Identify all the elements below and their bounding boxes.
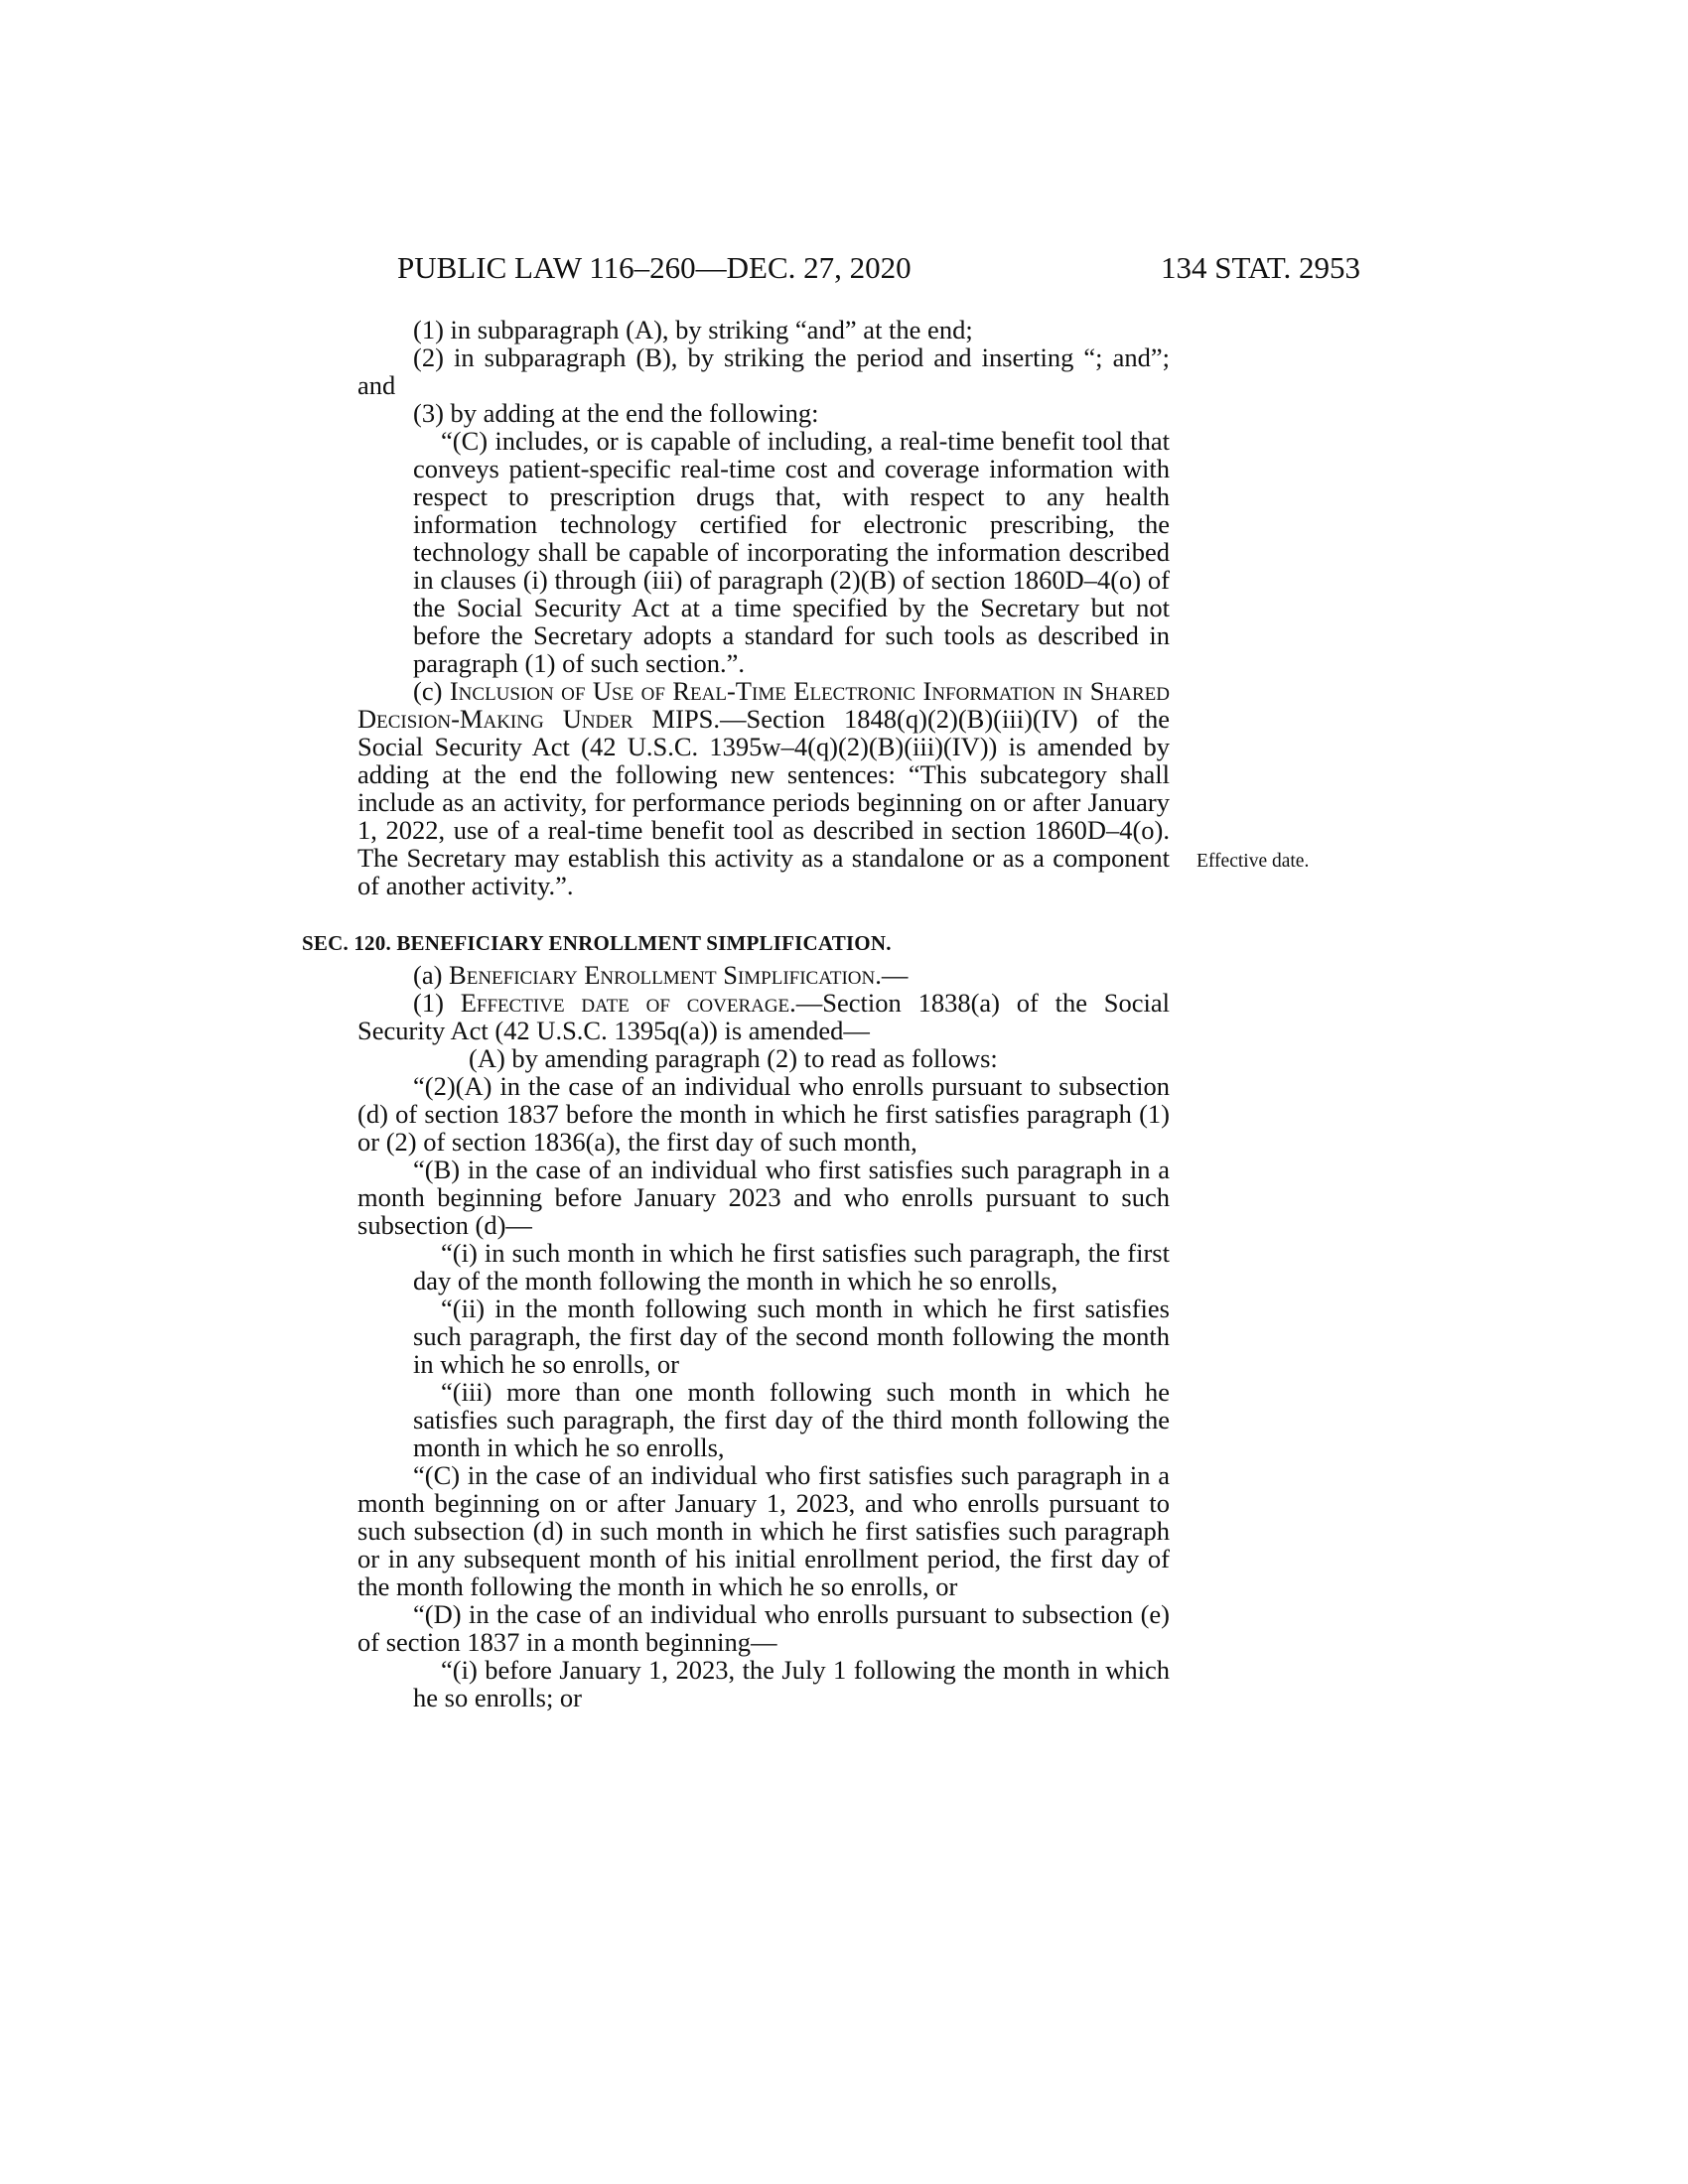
subsection-c-heading: Inclusion of Use of Real-Time Electronic Information in Shared Decision-Making Under MIPS. xyxy=(357,676,1170,734)
subsection-c-prefix: (c) xyxy=(413,676,450,706)
subsection-a xyxy=(357,961,1170,989)
subsection-a-dash: — xyxy=(881,960,909,990)
subparagraph-A: (A) by amending paragraph (2) to read as follows: xyxy=(469,1043,998,1073)
paragraph-a1-prefix: (1) xyxy=(413,988,461,1018)
quoted-C: “(C) in the case of an individual who first satisfies such paragraph in a month beginning on or after January 1, 2023, and who enrolls pursuant to such subsection (d) in such month in which he first satisfies such paragraph or in any subsequent month of his initial enrollment period, the first day of the month following the month in which he so enrolls, or xyxy=(357,1460,1170,1601)
quoted-B: “(B) in the case of an individual who first satisfies such paragraph in a month beginning before January 2023 and who enrolls pursuant to such subsection (d)— xyxy=(357,1155,1170,1240)
paragraph-3: (3) by adding at the end the following: xyxy=(413,398,819,428)
subsection-c-text: —Section 1848(q)(2)(B)(iii)(IV) of the Social Security Act (42 U.S.C. 1395w–4(q)(2)(B)(iii)(IV)) is amended by adding at the end the following new sentences: “This subcategory shall include as an activity, for performance periods beginning on or after January 1, 2022, use of a real-time benefit tool as described in section 1860D–4(o). The Secretary may establish this activity as a standalone or as a component of another activity.”. xyxy=(357,704,1170,900)
quoted-D: “(D) in the case of an individual who enrolls pursuant to subsection (e) of section 1837 in a month beginning— xyxy=(357,1599,1170,1657)
margin-note: Effective date. xyxy=(1196,851,1310,872)
paragraph-a1-heading: Effective date of coverage. xyxy=(460,988,796,1018)
paragraph-1: (1) in subparagraph (A), by striking “and” at the end; xyxy=(413,315,973,344)
paragraph-a1 xyxy=(357,989,1170,1044)
subsection-a-prefix: (a) xyxy=(413,960,450,990)
section-heading: SEC. 120. BENEFICIARY ENROLLMENT SIMPLIFICATION. xyxy=(302,931,892,955)
page-header xyxy=(357,250,1360,290)
quoted-B-iii: “(iii) more than one month following such month in which he satisfies such paragraph, the first day of the third month following the month in which he so enrolls, xyxy=(413,1377,1170,1462)
subsection-c xyxy=(357,677,1170,899)
header-citation: PUBLIC LAW 116–260—DEC. 27, 2020 xyxy=(397,250,912,285)
quoted-B-ii: “(ii) in the month following such month in which he first satisfies such paragraph, the first day of the second month following the month in which he so enrolls, or xyxy=(413,1294,1170,1379)
header-page-number: 134 STAT. 2953 xyxy=(1160,250,1360,285)
paragraph-2: (2) in subparagraph (B), by striking the period and inserting “; and”; and xyxy=(357,342,1170,400)
paragraph-a1-text: —Section 1838(a) of the Social Security Act (42 U.S.C. 1395q(a)) is amended— xyxy=(357,988,1170,1045)
subsection-a-heading: Beneficiary Enrollment Simplification. xyxy=(449,960,882,990)
quoted-B-i: “(i) in such month in which he first satisfies such paragraph, the first day of the month following the month in which he so enrolls, xyxy=(413,1238,1170,1296)
document-body xyxy=(302,315,1170,1712)
quoted-2A: “(2)(A) in the case of an individual who enrolls pursuant to subsection (d) of section 1837 before the month in which he first satisfies paragraph (1) or (2) of section 1836(a), the first day of such month, xyxy=(357,1071,1170,1157)
quoted-subparagraph-c: “(C) includes, or is capable of including, a real-time benefit tool that conveys patient-specific real-time cost and coverage information with respect to prescription drugs that, with respect to any health information technology certified for electronic prescribing, the technology shall be capable of incorporating the information described in clauses (i) through (iii) of paragraph (2)(B) of section 1860D–4(o) of the Social Security Act at a time specified by the Secretary but not before the Secretary adopts a standard for such tools as described in paragraph (1) of such section.”. xyxy=(413,426,1170,678)
quoted-D-i: “(i) before January 1, 2023, the July 1 following the month in which he so enrolls; or xyxy=(413,1655,1170,1712)
